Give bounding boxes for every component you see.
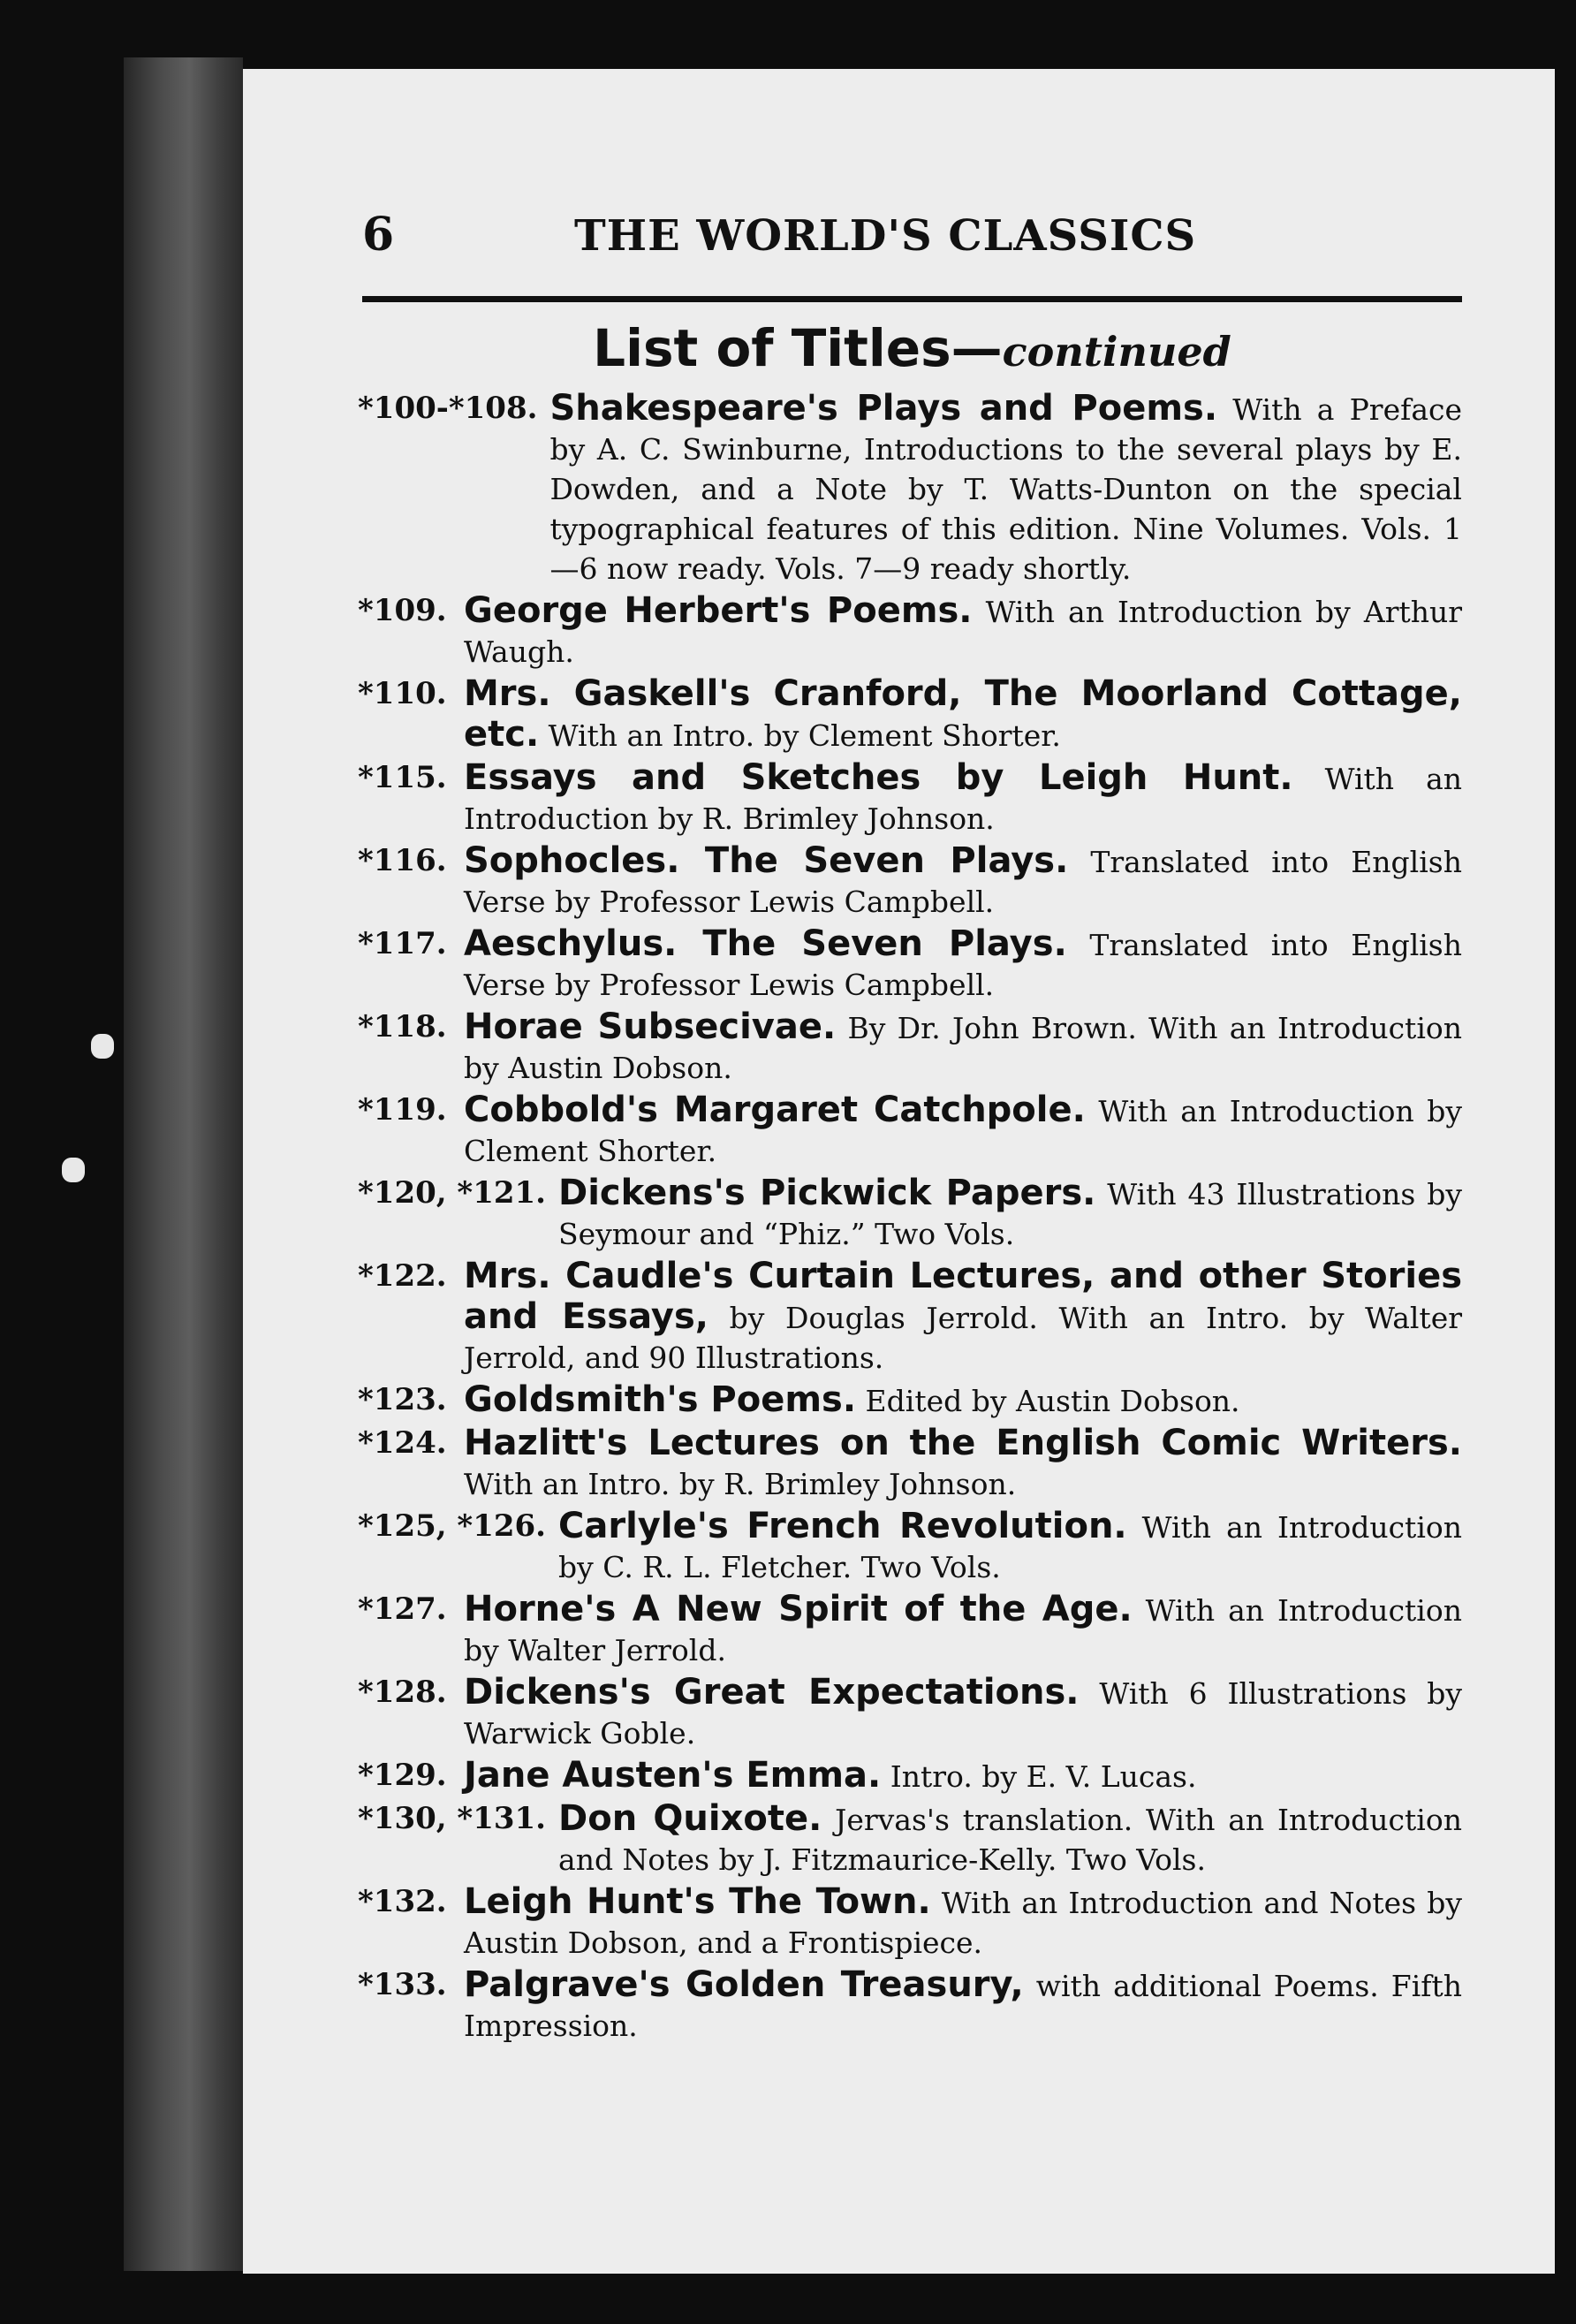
entry-description: Edited by Austin Dobson. xyxy=(865,1384,1240,1418)
entry-description: Jervas's translation. With an Introduction and Notes by J. Fitzmaurice-Kelly. Two Vols. xyxy=(558,1803,1462,1877)
entry-number: *109. xyxy=(358,593,447,628)
list-item xyxy=(358,758,1462,839)
entry-number: *122. xyxy=(358,1258,447,1294)
entry-description: Translated into English Verse by Professor Lewis Campbell. xyxy=(464,845,1462,919)
entry-title: Essays and Sketches by Leigh Hunt. xyxy=(464,757,1293,798)
entry-number: *130, *131. xyxy=(358,1801,547,1836)
entry-description: With an Intro. by R. Brimley Johnson. xyxy=(464,1467,1017,1501)
entry-title: Don Quixote. xyxy=(558,1798,822,1839)
entry-number: *100-*108. xyxy=(358,391,538,426)
entry-number: *110. xyxy=(358,676,447,711)
entry-number: *123. xyxy=(358,1382,447,1417)
header-rule xyxy=(362,296,1462,302)
entry-title: Shakespeare's Plays and Poems. xyxy=(549,388,1218,429)
list-item xyxy=(358,1882,1462,1963)
entry-number: *127. xyxy=(358,1591,447,1627)
list-item xyxy=(358,1965,1462,2046)
entry-number: *128. xyxy=(358,1675,447,1710)
entry-number: *119. xyxy=(358,1092,447,1128)
entry-title: Horne's A New Spirit of the Age. xyxy=(464,1589,1133,1629)
page-number: 6 xyxy=(362,208,395,262)
entry-description: With an Intro. by Clement Shorter. xyxy=(548,718,1061,753)
list-item xyxy=(358,1173,1462,1254)
entry-number: *120, *121. xyxy=(358,1175,547,1211)
entry-number: *129. xyxy=(358,1758,447,1793)
margin-mark xyxy=(62,1158,85,1182)
entry-number: *116. xyxy=(358,843,447,878)
entry-number: *117. xyxy=(358,926,447,961)
entry-title: George Herbert's Poems. xyxy=(464,590,973,631)
list-title xyxy=(362,318,1462,378)
entry-number: *125, *126. xyxy=(358,1508,547,1544)
list-title-main: List of Titles— xyxy=(593,318,1003,378)
entry-description: By Dr. John Brown. With an Introduction by Austin Dobson. xyxy=(464,1011,1462,1085)
entry-description: With an Introduction by Arthur Waugh. xyxy=(464,595,1463,669)
list-item xyxy=(358,1507,1462,1587)
entry-description: with additional Poems. Fifth Impression. xyxy=(464,1969,1462,2043)
entry-number: *118. xyxy=(358,1009,447,1044)
list-item xyxy=(358,924,1462,1005)
entry-description: With an Introduction and Notes by Austin Dobson, and a Frontispiece. xyxy=(464,1886,1462,1960)
entry-description: by Douglas Jerrold. With an Intro. by Walter Jerrold, and 90 Illustrations. xyxy=(464,1301,1462,1375)
entry-title: Palgrave's Golden Treasury, xyxy=(464,1964,1024,2005)
entry-description: Intro. by E. V. Lucas. xyxy=(890,1759,1197,1794)
list-item xyxy=(358,1590,1462,1670)
series-title: THE WORLD'S CLASSICS xyxy=(574,211,1197,261)
list-item xyxy=(358,389,1462,589)
entry-title: Mrs. Gaskell's Cranford, The Moorland Cottage, etc. xyxy=(464,673,1462,755)
entry-title: Hazlitt's Lectures on the English Comic Writers. xyxy=(464,1423,1462,1463)
entry-number: *124. xyxy=(358,1425,447,1461)
entry-number: *115. xyxy=(358,760,447,795)
book-spine xyxy=(124,57,243,2271)
entry-title: Sophocles. The Seven Plays. xyxy=(464,840,1069,881)
entry-number: *133. xyxy=(358,1967,447,2002)
entry-description: With a Preface by A. C. Swinburne, Introductions to the several plays by E. Dowden, and a Note by T. Watts-Dunton on the special typographical features of this edition. Nine Volumes. Vols. 1—6 now ready. Vols. 7—9 ready shortly. xyxy=(549,392,1463,586)
entry-title: Leigh Hunt's The Town. xyxy=(464,1881,931,1922)
page-header xyxy=(362,208,1462,270)
entry-title: Mrs. Caudle's Curtain Lectures, and other Stories and Essays, xyxy=(464,1256,1462,1337)
entry-description: With an Introduction by R. Brimley Johnson. xyxy=(464,762,1463,836)
list-item xyxy=(358,1007,1462,1088)
entry-description: With 6 Illustrations by Warwick Goble. xyxy=(464,1676,1462,1751)
list-item xyxy=(358,1380,1462,1421)
entry-title: Jane Austen's Emma. xyxy=(464,1755,882,1796)
entry-description: With an Introduction by C. R. L. Fletcher. Two Vols. xyxy=(558,1510,1462,1584)
title-list xyxy=(358,389,1462,2048)
entry-number: *132. xyxy=(358,1884,447,1919)
list-item xyxy=(358,841,1462,922)
entry-title: Carlyle's French Revolution. xyxy=(558,1506,1127,1546)
entry-description: With an Introduction by Walter Jerrold. xyxy=(464,1593,1462,1667)
entry-description: With an Introduction by Clement Shorter. xyxy=(464,1094,1463,1168)
list-item xyxy=(358,674,1462,756)
entry-title: Aeschylus. The Seven Plays. xyxy=(464,923,1067,964)
list-item xyxy=(358,1090,1462,1171)
entry-description: Translated into English Verse by Professor Lewis Campbell. xyxy=(464,928,1462,1002)
list-item xyxy=(358,1673,1462,1753)
entry-title: Dickens's Great Expectations. xyxy=(464,1672,1080,1713)
entry-description: With 43 Illustrations by Seymour and “Phiz.” Two Vols. xyxy=(558,1177,1463,1251)
entry-title: Dickens's Pickwick Papers. xyxy=(558,1173,1096,1213)
margin-mark xyxy=(91,1034,114,1059)
list-item xyxy=(358,1424,1462,1504)
entry-title: Horae Subsecivae. xyxy=(464,1006,837,1047)
list-item xyxy=(358,591,1462,672)
list-item xyxy=(358,1756,1462,1796)
entry-title: Goldsmith's Poems. xyxy=(464,1379,857,1420)
list-item xyxy=(358,1799,1462,1880)
list-title-suffix: continued xyxy=(1002,328,1231,376)
list-item xyxy=(358,1257,1462,1378)
entry-title: Cobbold's Margaret Catchpole. xyxy=(464,1090,1086,1130)
